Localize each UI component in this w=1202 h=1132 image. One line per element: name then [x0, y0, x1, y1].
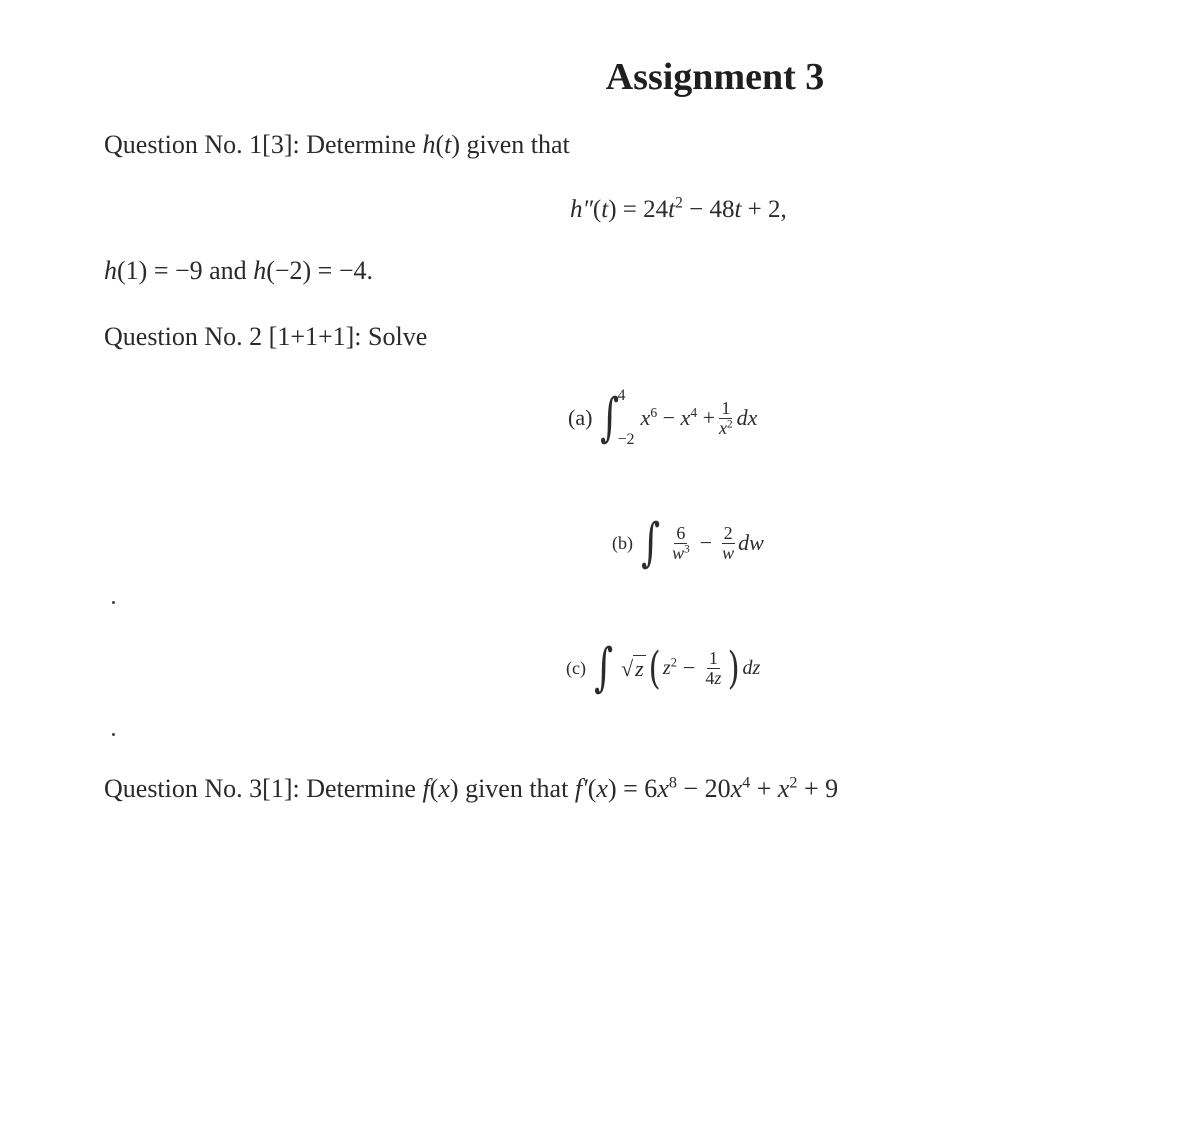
part-b-label: (b): [612, 532, 633, 553]
page-title: Assignment 3: [605, 56, 825, 98]
question-1-label: Question No. 1[3]: Determine: [104, 130, 416, 159]
integral-sign: ∫: [600, 388, 620, 448]
question-1-heading: Question No. 1[3]: Determine h(t) given that: [104, 130, 570, 159]
fraction: $\frac{2}{w}$: [722, 522, 735, 563]
fraction: $\frac{1}{4z}$: [705, 647, 722, 688]
question-2c-integral: (c) ∫ √z ( $z^2$ − $\frac{1}{4z}$ ) dz: [566, 638, 761, 698]
integral-sign: ∫: [641, 513, 661, 573]
question-1-equation: $h''(t) = 24t^2 - 48t + 2$,: [570, 194, 787, 223]
question-3-heading: Question No. 3[1]: Determine f(x) given that $f'(x) = 6x^8 - 20x^4 + x^2 + 9$: [104, 774, 839, 803]
question-2a-integral: (a) ∫ 4 −2 $x^6 - x^4$ + $\frac{1}{x^2}$ dx: [568, 387, 758, 448]
question-2-label: Question No. 2 [1+1+1]: Solve: [104, 322, 428, 351]
stray-dot: [112, 733, 115, 736]
part-c-label: (c): [566, 657, 586, 678]
integral-limits: [618, 387, 635, 449]
part-a-label: (a): [568, 405, 593, 430]
upper-limit: 4: [617, 387, 626, 404]
stray-dot: [112, 601, 115, 604]
lower-limit: −2: [617, 431, 635, 448]
question-3-label: Question No. 3[1]: Determine: [104, 774, 416, 803]
question-1-conditions: h(1) = −9 and h(−2) = −4.: [104, 256, 373, 285]
integral-sign: ∫: [594, 638, 614, 698]
question-2b-integral: (b) ∫ $\frac{6}{w^3}$ − $\frac{2}{w}$ dw: [612, 513, 764, 573]
fraction: $\frac{1}{x^2}$: [719, 397, 733, 438]
fraction: $\frac{6}{w^3}$: [672, 522, 690, 563]
